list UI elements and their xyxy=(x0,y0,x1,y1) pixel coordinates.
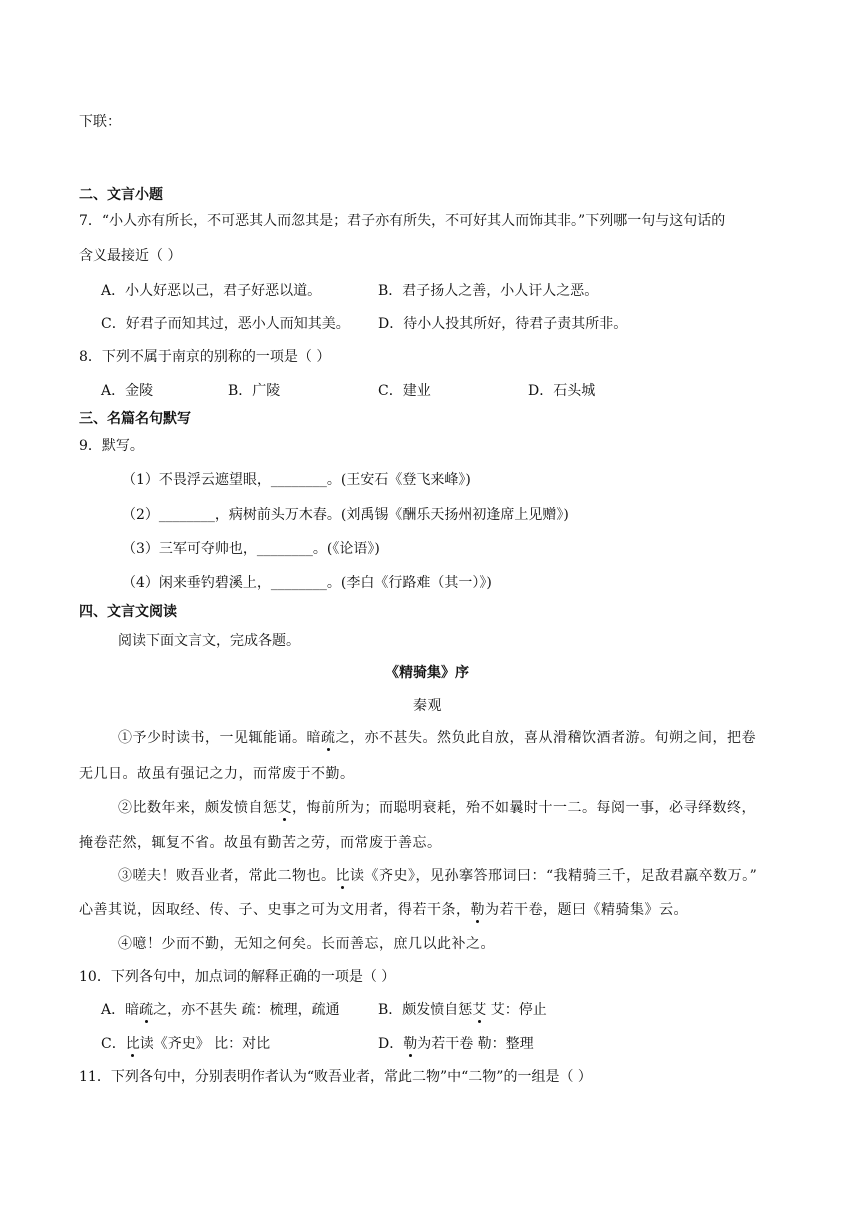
q8-stem: 8．下列不属于南京的别称的一项是（ ） xyxy=(79,349,331,365)
dotted-char: 疏 xyxy=(139,1002,154,1018)
q7-option-d: D．待小人投其所好，待君子责其所非。 xyxy=(378,316,628,332)
q8-option-d: D．石头城 xyxy=(528,383,596,399)
essay-p2-line1: ②比数年来，颇发愤自惩艾，悔前所为；而聪明衰耗，殆不如曩时十一二。每阅一事，必寻绎数终， xyxy=(118,800,756,816)
q8-option-c: C．建业 xyxy=(378,383,431,399)
essay-title: 《精骑集》序 xyxy=(385,665,469,681)
q7-option-a: A．小人好恶以己，君子好恶以道。 xyxy=(101,283,322,299)
q10-option-c: C．比读《齐史》 比：对比 xyxy=(101,1036,271,1052)
essay-p1-line1: ①予少时读书，一见辄能诵。暗疏之，亦不甚失。然负此自放，喜从滑稽饮酒者游。旬朔之间，把卷 xyxy=(118,730,756,746)
q9-item-2: （2）________，病树前头万木春。(刘禹锡《酬乐天扬州初逢席上见赠》) xyxy=(122,507,569,523)
q10-stem: 10．下列各句中，加点词的解释正确的一项是（ ） xyxy=(79,969,396,985)
q7-option-b: B．君子扬人之善，小人讦人之恶。 xyxy=(378,283,599,299)
q8-option-b: B．广陵 xyxy=(228,383,281,399)
dotted-char: 比 xyxy=(335,868,350,884)
q7-option-c: C．好君子而知其过，恶小人而知其美。 xyxy=(101,316,350,332)
section-heading-4: 四、文言文阅读 xyxy=(79,604,177,620)
q10-option-d: D．勒为若干卷 勒：整理 xyxy=(378,1036,534,1052)
q11-stem: 11．下列各句中，分别表明作者认为“败吾业者，常此二物”中“二物”的一组是（ ） xyxy=(79,1069,592,1085)
dotted-char: 比 xyxy=(125,1036,140,1052)
q8-option-a: A．金陵 xyxy=(101,383,154,399)
q9-item-3: （3）三军可夺帅也，________。(《论语》) xyxy=(122,541,380,557)
dotted-char: 勒 xyxy=(470,902,485,918)
q10-option-b: B．颇发愤自惩艾 艾：停止 xyxy=(378,1002,547,1018)
q7-stem-line1: 7．“小人亦有所长，不可恶其人而忽其是；君子亦有所失，不可好其人而饰其非。”下列哪一句与这句话的 xyxy=(79,213,726,229)
dotted-char: 艾 xyxy=(472,1002,487,1018)
essay-p1-line2: 无几日。故虽有强记之力，而常废于不勤。 xyxy=(79,766,355,782)
dotted-char: 勒 xyxy=(403,1036,418,1052)
essay-p2-line2: 掩卷茫然，辄复不省。故虽有勤苦之劳，而常废于善忘。 xyxy=(79,835,442,851)
essay-author: 秦观 xyxy=(413,698,442,714)
dotted-char: 疏 xyxy=(321,730,336,746)
q9-item-4: （4）闲来垂钓碧溪上，________。(李白《行路难（其一）》) xyxy=(122,575,492,591)
q9-item-1: （1）不畏浮云遮望眼，________。(王安石《登飞来峰》) xyxy=(122,472,471,488)
top-text: 下联： xyxy=(79,114,121,130)
dotted-char: 艾 xyxy=(277,800,292,816)
essay-p3-line2: 心善其说，因取经、传、子、史事之可为文用者，得若干条，勒为若干卷，题曰《精骑集》云。 xyxy=(79,902,688,918)
reading-intro: 阅读下面文言文，完成各题。 xyxy=(118,633,300,649)
q10-option-a: A．暗疏之，亦不甚失 疏：梳理，疏通 xyxy=(101,1002,340,1018)
essay-p3-line1: ③嗟夫！败吾业者，常此二物也。比读《齐史》，见孙搴答邢词曰：“我精骑三千，足敌君羸卒数万。” xyxy=(118,868,758,884)
section-heading-2: 二、文言小题 xyxy=(79,187,163,203)
q7-stem-line2: 含义最接近（ ） xyxy=(79,248,182,264)
section-heading-3: 三、名篇名句默写 xyxy=(79,411,191,427)
essay-p4: ④噫！少而不勤，无知之何矣。长而善忘，庶几以此补之。 xyxy=(118,936,495,952)
q9-stem: 9．默写。 xyxy=(79,438,144,454)
